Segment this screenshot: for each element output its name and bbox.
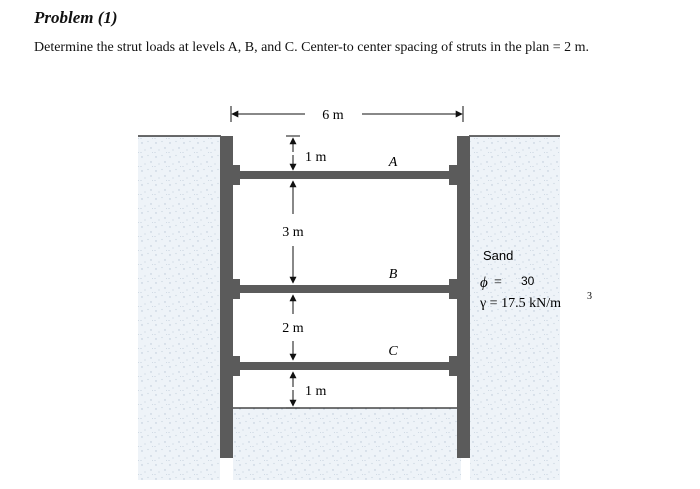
strut-b (240, 285, 449, 293)
soil-bottom (233, 408, 461, 480)
phi-value: 30 (521, 274, 535, 288)
strut-label-a: A (388, 155, 398, 170)
dim-label-3m: 3 m (282, 225, 304, 240)
strut-label-b: B (388, 267, 398, 282)
problem-title: Problem (1) (34, 8, 118, 27)
dim-label-1m-bottom: 1 m (305, 384, 327, 399)
wale-right-c (449, 356, 458, 376)
gamma-line: γ = 17.5 kN/m (480, 296, 561, 311)
soil-left (138, 136, 220, 480)
width-label: 6 m (322, 108, 344, 123)
strut-c (240, 362, 449, 370)
gamma-exponent: 3 (587, 291, 592, 302)
dim-label-2m: 2 m (282, 321, 304, 336)
wale-right-b (449, 279, 458, 299)
wale-right-a (449, 165, 458, 185)
soil-name: Sand (483, 248, 514, 263)
sheet-pile-right (457, 136, 470, 458)
phi-symbol: ϕ (480, 275, 488, 291)
strut-label-c: C (388, 344, 398, 359)
wale-left-a (231, 165, 240, 185)
wale-left-b (231, 279, 240, 299)
wale-left-c (231, 356, 240, 376)
phi-equals: = (494, 275, 502, 290)
dim-label-1m-top: 1 m (305, 150, 327, 165)
strut-a (240, 171, 449, 179)
problem-statement: Determine the strut loads at levels A, B, and C. Center-to center spacing of struts in the plan = 2 m. (34, 40, 590, 55)
